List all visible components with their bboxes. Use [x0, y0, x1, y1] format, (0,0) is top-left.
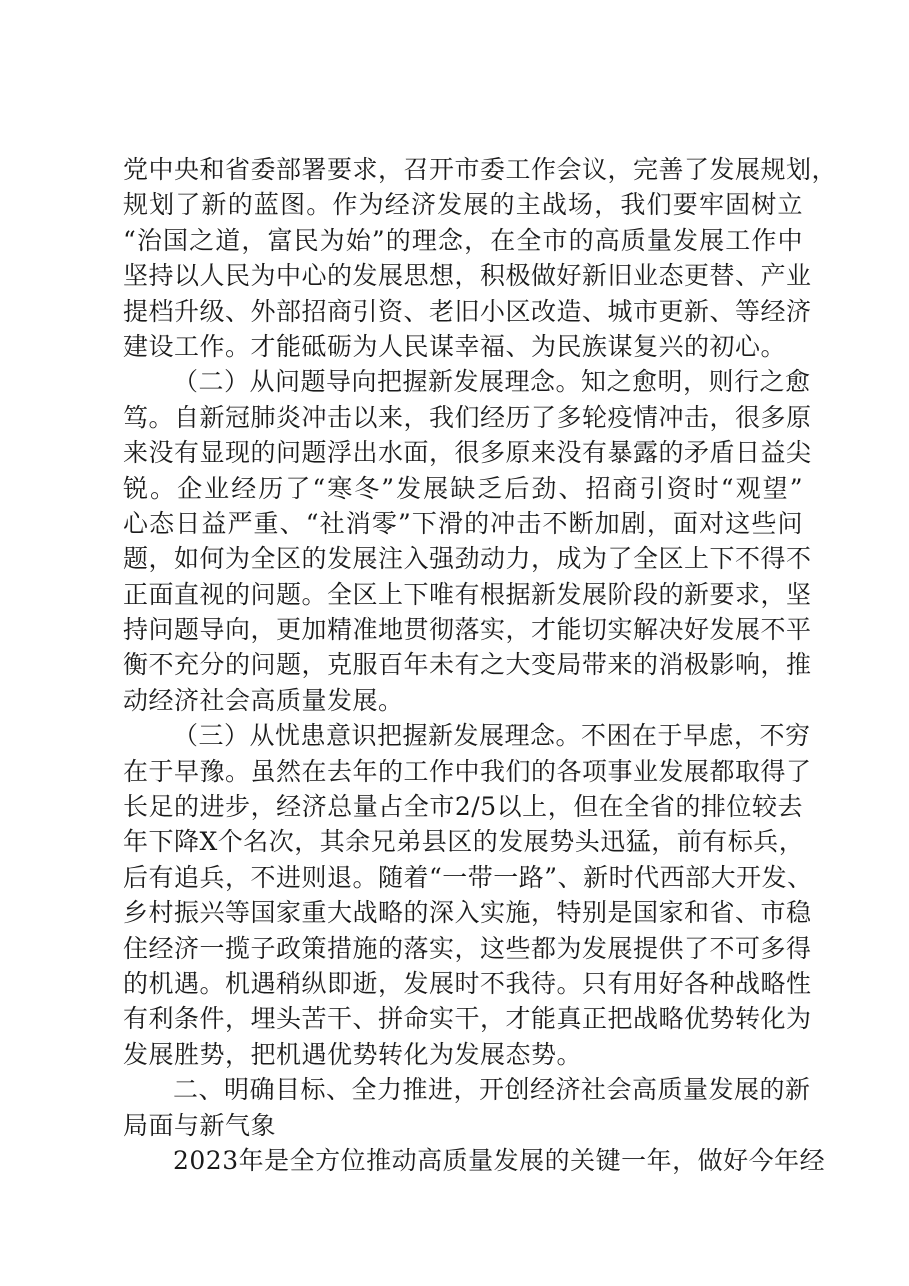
text-line: 衡不充分的问题，克服百年未有之大变局带来的消极影响，推 — [123, 650, 812, 680]
text-line: 2023年是全方位推动高质量发展的关键一年，做好今年经 — [173, 1145, 826, 1175]
text-line: 年下降X个名次，其余兄弟县区的发展势头迅猛，前有标兵， — [123, 827, 805, 857]
text-line: 住经济一揽子政策措施的落实，这些都为发展提供了不可多得 — [123, 933, 812, 963]
document-body — [123, 152, 838, 1178]
text-line: 后有追兵，不进则退。随着“一带一路”、新时代西部大开发、 — [123, 862, 813, 892]
text-line: 笃。自新冠肺炎冲击以来，我们经历了多轮疫情冲击，很多原 — [123, 402, 812, 432]
text-line: 有利条件，埋头苦干、拼命实干，才能真正把战略优势转化为 — [123, 1004, 812, 1034]
text-line: 题，如何为全区的发展注入强劲动力，成为了全区上下不得不 — [123, 544, 812, 574]
text-line: 正面直视的问题。全区上下唯有根据新发展阶段的新要求，坚 — [123, 579, 812, 609]
section-heading-line: （二）从问题导向把握新发展理念。知之愈明，则行之愈 — [173, 367, 811, 397]
text-line: 的机遇。机遇稍纵即逝，发展时不我待。只有用好各种战略性 — [123, 968, 812, 998]
text-line: 乡村振兴等国家重大战略的深入实施，特别是国家和省、市稳 — [123, 898, 812, 928]
text-line: 心态日益严重、“社消零”下滑的冲击不断加剧，面对这些问 — [123, 508, 803, 538]
text-line: 持问题导向，更加精准地贯彻落实，才能切实解决好发展不平 — [123, 615, 812, 645]
text-line: 锐。企业经历了“寒冬”发展缺乏后劲、招商引资时“观望” — [123, 473, 803, 503]
text-line: 在于早豫。虽然在去年的工作中我们的各项事业发展都取得了 — [123, 756, 812, 786]
chapter-heading-line: 二、明确目标、全力推进，开创经济社会高质量发展的新 — [173, 1075, 811, 1105]
text-line: “治国之道，富民为始”的理念，在全市的高质量发展工作中 — [123, 225, 803, 255]
section-heading-line: （三）从忧患意识把握新发展理念。不困在于早虑，不穷 — [173, 721, 811, 751]
text-line: 建设工作。才能砥砺为人民谋幸福、为民族谋复兴的初心。 — [123, 331, 787, 361]
text-line: 发展胜势，把机遇优势转化为发展态势。 — [123, 1039, 583, 1069]
text-line: 规划了新的蓝图。作为经济发展的主战场，我们要牢固树立 — [123, 190, 803, 220]
text-line: 党中央和省委部署要求，召开市委工作会议，完善了发展规划， — [123, 155, 838, 184]
text-line: 坚持以人民为中心的发展思想，积极做好新旧业态更替、产业 — [123, 261, 812, 291]
text-line: 长足的进步，经济总量占全市2/5以上，但在全省的排位较去 — [123, 792, 803, 822]
text-line: 提档升级、外部招商引资、老旧小区改造、城市更新、等经济 — [123, 296, 812, 326]
text-line: 动经济社会高质量发展。 — [123, 685, 404, 715]
text-line: 来没有显现的问题浮出水面，很多原来没有暴露的矛盾日益尖 — [123, 438, 812, 468]
chapter-heading-line: 局面与新气象 — [123, 1110, 277, 1140]
